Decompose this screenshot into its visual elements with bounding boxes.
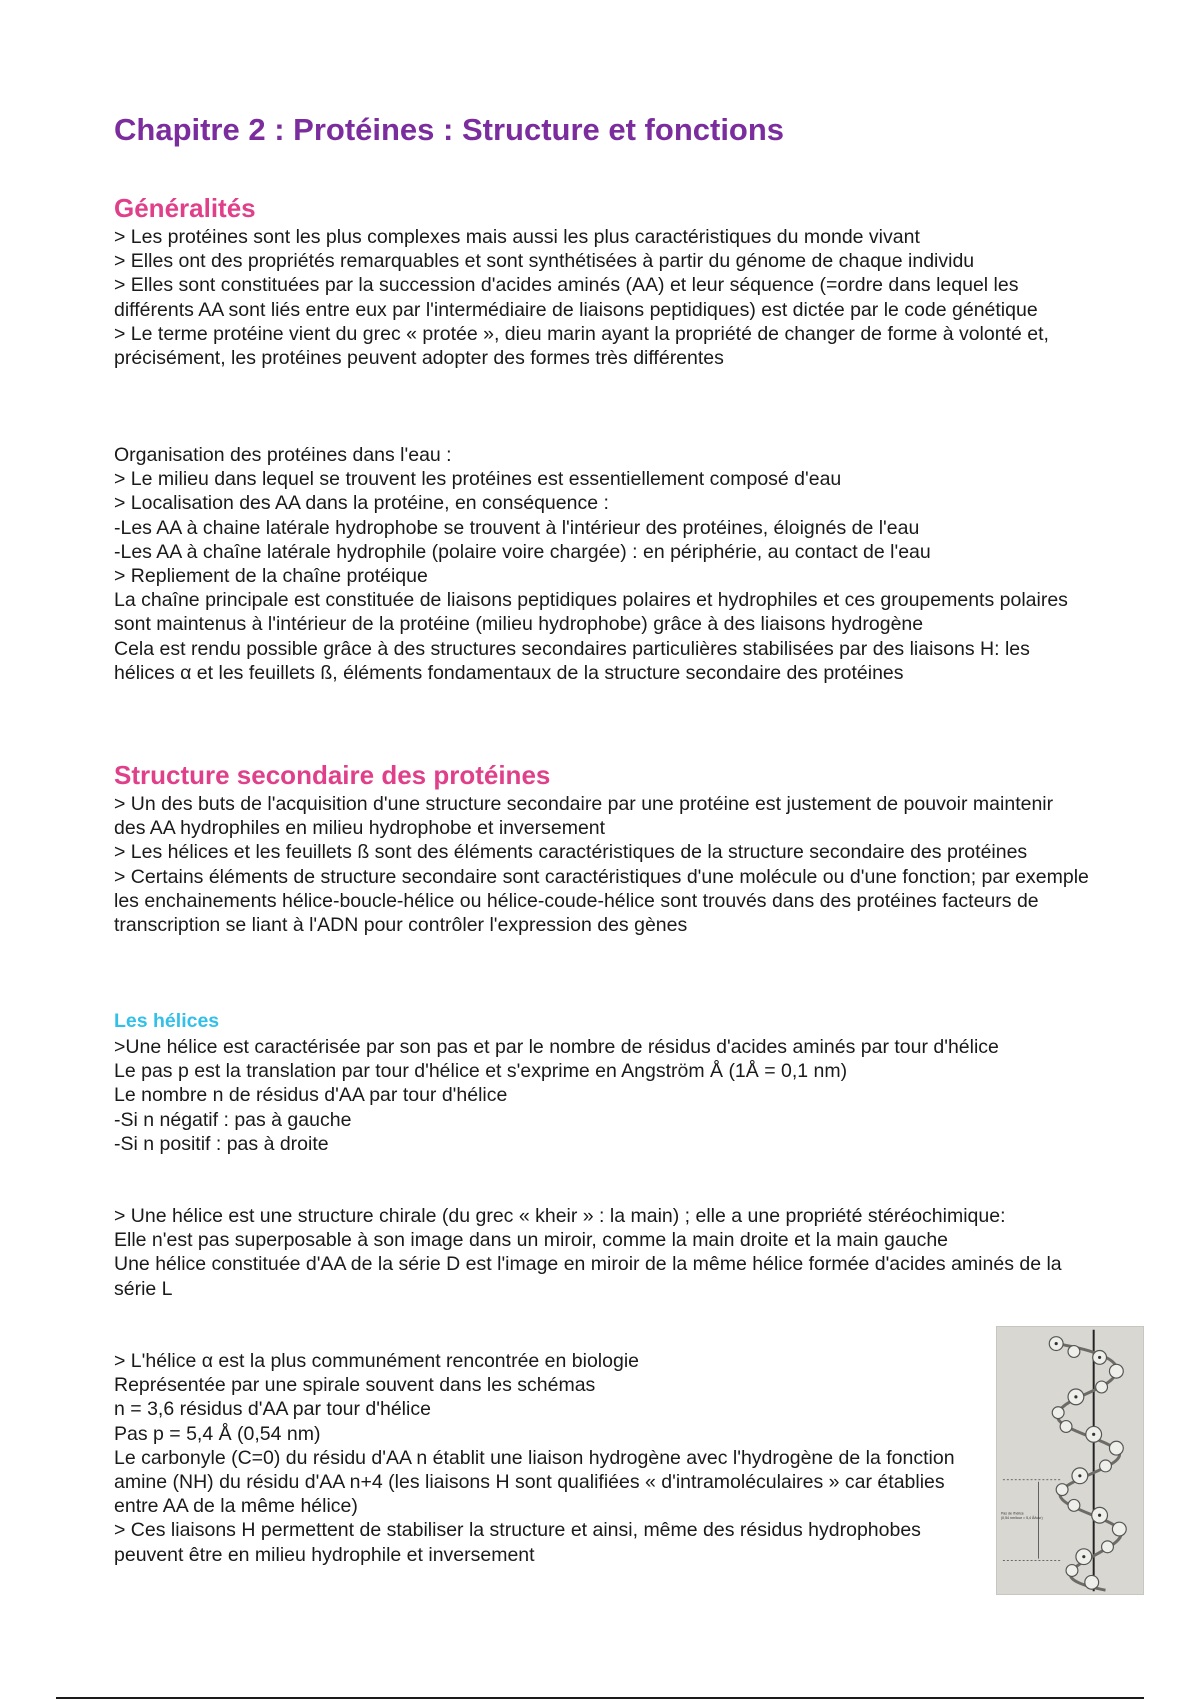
paragraph: Le nombre n de résidus d'AA par tour d'hélice [114, 1084, 508, 1107]
paragraph: > Elles ont des propriétés remarquables et sont synthétisées à partir du génome de chaque individu [114, 250, 975, 273]
paragraph: > Le terme protéine vient du grec « protée », dieu marin ayant la propriété de changer de forme à volonté et, précisément, les protéines peuvent adopter des formes très différentes [114, 322, 1049, 370]
paragraph: Elle n'est pas superposable à son image dans un miroir, comme la main droite et la main gauche [114, 1229, 949, 1252]
section-heading-generalites: Généralités [114, 193, 256, 223]
paragraph: > Le milieu dans lequel se trouvent les protéines est essentiellement composé d'eau [114, 468, 842, 491]
paragraph: >Une hélice est caractérisée par son pas et par le nombre de résidus d'acides aminés par tour d'hélice [114, 1036, 999, 1058]
paragraph: La chaîne principale est constituée de liaisons peptidiques polaires et hydrophiles et ces groupements polaires sont maintenus à l'intérieur de la protéine (milieu hydrophobe) grâce à des liaisons hydrogène [114, 589, 1068, 636]
paragraph: Représentée par une spirale souvent dans les schémas [114, 1374, 596, 1397]
paragraph: Une hélice constituée d'AA de la série D est l'image en miroir de la même hélice formée d'acides aminés de la série L [114, 1253, 1062, 1300]
paragraph: > Ces liaisons H permettent de stabiliser la structure et ainsi, même des résidus hydrophobes peuvent être en milieu hydrophile et inversement [114, 1519, 921, 1566]
paragraph: > L'hélice α est la plus communément rencontrée en biologie [114, 1350, 640, 1372]
paragraph: -Les AA à chaîne latérale hydrophile (polaire voire chargée) : en périphérie, au contact de l'eau [114, 540, 931, 563]
paragraph: > Un des buts de l'acquisition d'une structure secondaire par une protéine est justement de pouvoir maintenir des AA hydrophiles en milieu hydrophobe et inversement [114, 793, 1054, 840]
paragraph: -Si n négatif : pas à gauche [114, 1108, 352, 1131]
generalites-text [114, 225, 1089, 370]
paragraph: n = 3,6 résidus d'AA par tour d'hélice [114, 1398, 431, 1421]
paragraph: > Localisation des AA dans la protéine, en conséquence : [114, 492, 609, 515]
helices-text-2 [114, 1204, 1089, 1301]
paragraph: > Certains éléments de structure secondaire sont caractéristiques d'une molécule ou d'une fonction; par exemple les enchainements hélice-boucle-hélice ou hélice-coude-hélice sont trouvés dans des protéines facteurs de transcription se liant à l'ADN pour contrôler l'expression des gènes [114, 865, 1089, 937]
paragraph: > Les protéines sont les plus complexes mais aussi les plus caractéristiques du monde vivant [114, 226, 920, 248]
paragraph: Organisation des protéines dans l'eau : [114, 444, 452, 466]
structure-secondaire-text [114, 792, 1089, 937]
paragraph: > Elles sont constituées par la succession d'acides aminés (AA) et leur séquence (=ordre dans lequel les différents AA sont liés entre eux par l'intermédiaire de liaisons peptidiques) est dictée par le code génétique [114, 274, 1038, 321]
paragraph: > Une hélice est une structure chirale (du grec « kheir » : la main) ; elle a une propriété stéréochimique: [114, 1205, 1006, 1227]
paragraph: -Les AA à chaine latérale hydrophobe se trouvent à l'intérieur des protéines, éloignés de l'eau [114, 516, 920, 539]
alpha-helix-figure [996, 1326, 1144, 1595]
footer-divider [56, 1697, 1144, 1699]
page-title: Chapitre 2 : Protéines : Structure et fonctions [114, 112, 785, 147]
figure-label-pitch-value: (0,54 nm/tour = 5,4 Å/tour) [1000, 1516, 1043, 1521]
paragraph: Cela est rendu possible grâce à des structures secondaires particulières stabilisées par des liaisons H: les hélices α et les feuillets ß, éléments fondamentaux de la structure secondaire des protéines [114, 637, 1030, 684]
paragraph: Pas p = 5,4 Å (0,54 nm) [114, 1422, 321, 1445]
paragraph: Le pas p est la translation par tour d'hélice et s'exprime en Angström Å (1Å = 0,1 nm) [114, 1060, 848, 1083]
alpha-helix-diagram [997, 1327, 1143, 1594]
paragraph: > Repliement de la chaîne protéique [114, 565, 428, 588]
paragraph: > Les hélices et les feuillets ß sont des éléments caractéristiques de la structure secondaire des protéines [114, 841, 1028, 864]
subsection-heading-helices: Les hélices [114, 1010, 220, 1032]
section-heading-structure-secondaire: Structure secondaire des protéines [114, 760, 551, 790]
helices-text-1 [114, 1035, 1089, 1156]
organisation-text [114, 443, 1089, 685]
paragraph: -Si n positif : pas à droite [114, 1132, 329, 1155]
figure-label-pitch: Pas de l'hélice [1000, 1511, 1024, 1516]
helices-text-3 [114, 1349, 984, 1567]
paragraph: Le carbonyle (C=0) du résidu d'AA n établit une liaison hydrogène avec l'hydrogène de la fonction amine (NH) du résidu d'AA n+4 (les liaisons H sont qualifiées « d'intramoléculaires » car établies entre AA de la même hélice) [114, 1446, 955, 1518]
